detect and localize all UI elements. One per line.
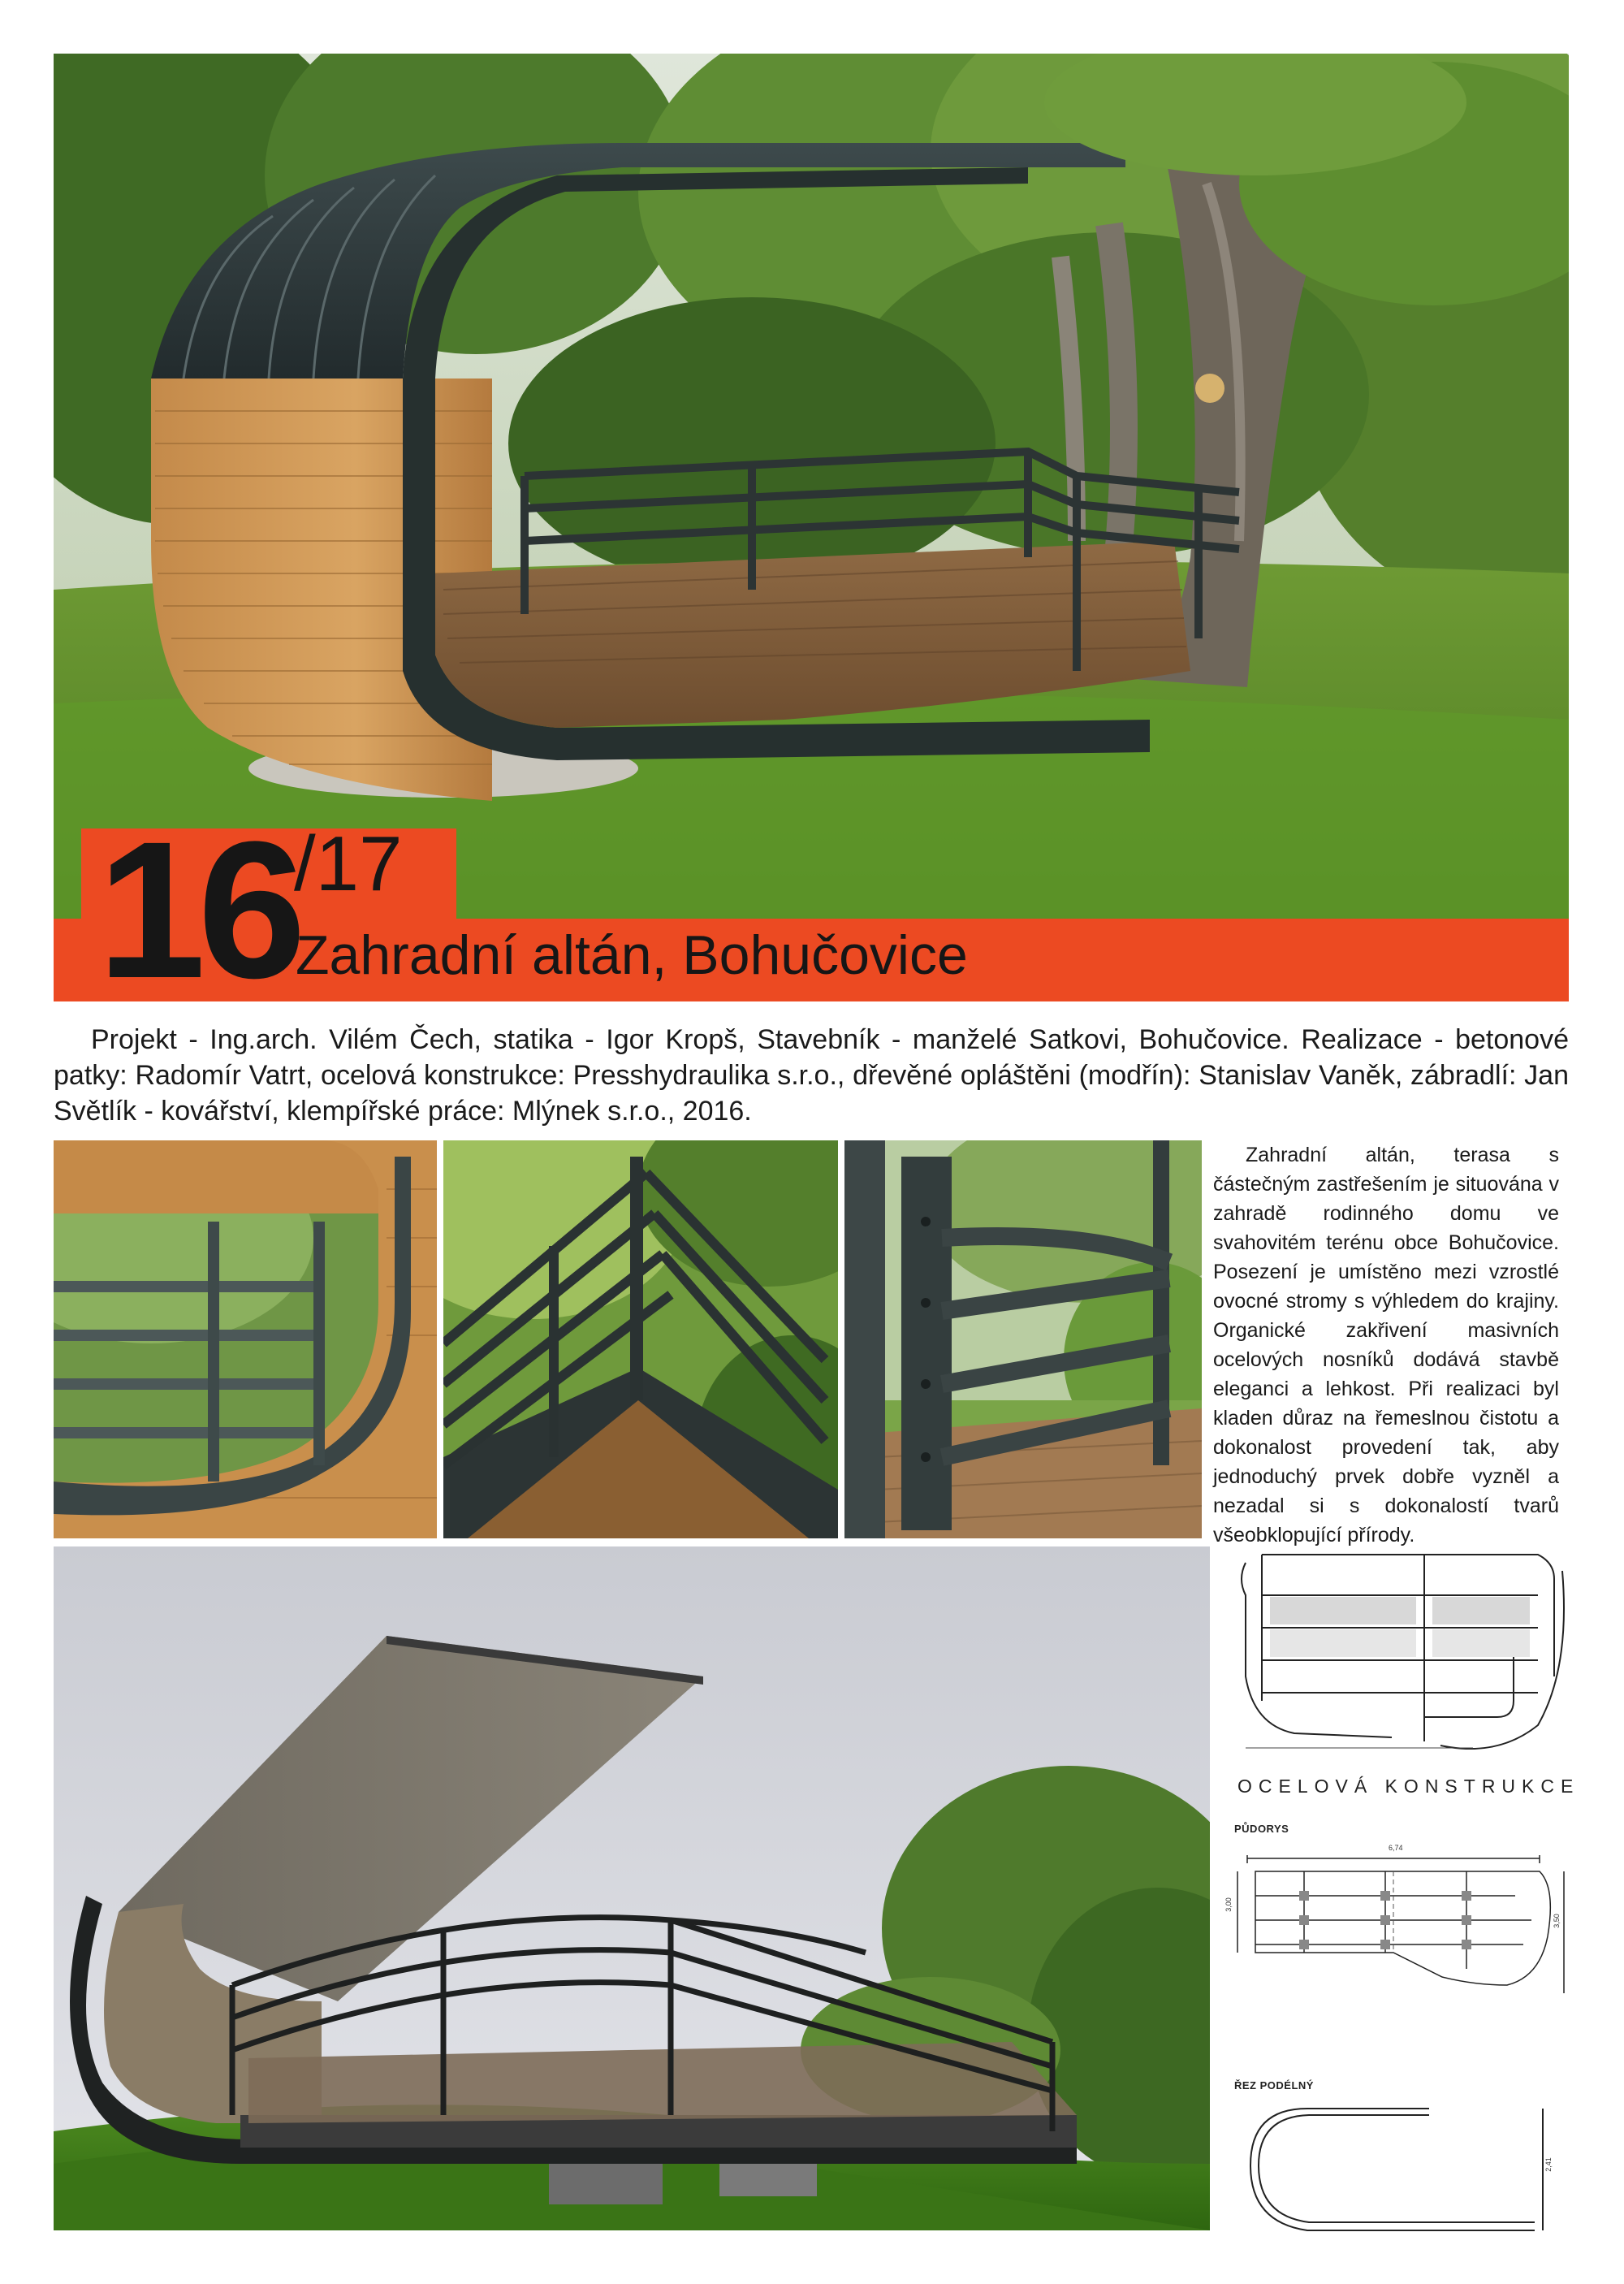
project-title: Zahradní altán, Bohučovice	[296, 924, 968, 986]
plan-label: PŮDORYS	[1234, 1823, 1289, 1835]
detail-photo-1	[54, 1140, 437, 1538]
credits-text: Projekt - Ing.arch. Vilém Čech, statika - Igor Kropš, Stavebník - manželé Satkovi, Bohučovice. Realizace - betonové patky: Radomír Vatrt, ocelová konstrukce: Presshydraulika s.r.o., dřevěné opláštěni (modřín): Stanislav Vaněk, zábradlí: Jan Světlík - kovářství, klempířské práce: Mlýnek s.r.o., 2016.	[54, 1024, 1569, 1127]
description-text: Zahradní altán, terasa s částečným zastřešením je situována v zahradě rodinného domu ve svahovitém terénu obce Bohučovice. Posezení je umístěno mezi vzrostlé ovocné stromy s výhledem do krajiny. Organické zakřivení masivních ocelových nosníků dodává stavbě eleganci a lehkost. Při realizaci byl kladen důraz na řemeslnou čistotu a dokonalost provedení tak, aby jednoduchý prvek dobře vyzněl a nezadal si s dokonalostí tvarů všeobklopující přírody.	[1213, 1144, 1559, 1546]
detail-drawing	[1229, 1546, 1570, 1750]
detail-photo-2	[443, 1140, 838, 1538]
project-number-suffix: /17	[294, 820, 403, 907]
plan-depth-dim-right: 3,50	[1552, 1914, 1561, 1928]
plan-depth-dim-left: 3,00	[1224, 1897, 1233, 1912]
detail-photo-3	[844, 1140, 1202, 1538]
drawings-section-title: OCELOVÁ KONSTRUKCE	[1237, 1776, 1580, 1797]
section-drawing	[1234, 2100, 1559, 2263]
render-image	[54, 1546, 1210, 2230]
hero-photo	[54, 54, 1569, 923]
plan-drawing	[1231, 1855, 1572, 2001]
plan-width-dim: 6,74	[1389, 1844, 1403, 1852]
section-height-dim: 2,41	[1544, 2157, 1553, 2172]
section-label: ŘEZ PODÉLNÝ	[1234, 2079, 1314, 2092]
project-number: 16	[97, 801, 298, 1019]
